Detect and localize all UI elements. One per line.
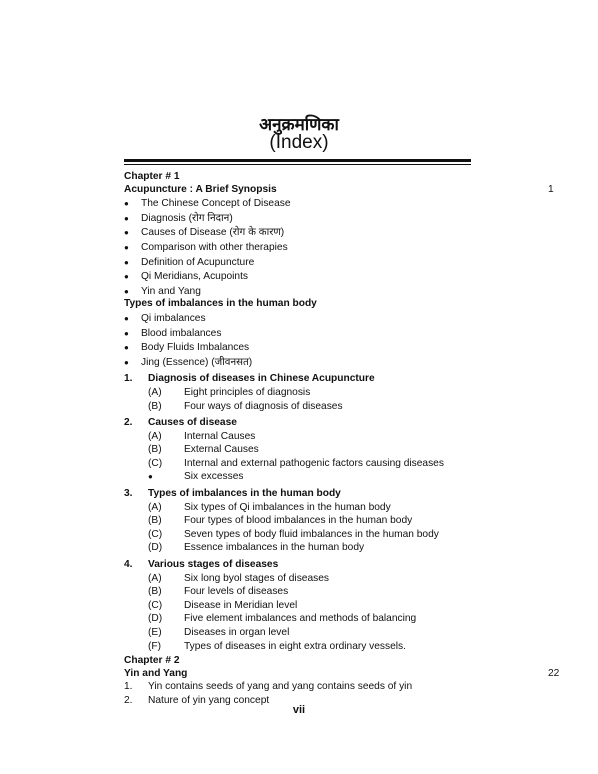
item-letter: (C) xyxy=(148,457,163,469)
list-item xyxy=(124,198,484,211)
section-item xyxy=(124,431,484,444)
page-title-english: (Index) xyxy=(269,132,329,153)
imbalances-list xyxy=(124,313,484,369)
item-text: Eight principles of diagnosis xyxy=(184,386,311,398)
list-item-text: Diagnosis (रोग निदान) xyxy=(141,212,233,224)
bullet-icon: ● xyxy=(124,228,129,238)
item-text: Four levels of diseases xyxy=(184,586,289,598)
section-item xyxy=(124,573,484,586)
item-text: Diseases in organ level xyxy=(184,627,290,638)
item-letter: (D) xyxy=(148,542,163,554)
item-text: Four types of blood imbalances in the human body xyxy=(184,515,413,527)
item-letter: (B) xyxy=(148,586,162,598)
section-item xyxy=(124,444,484,457)
section-heading xyxy=(124,488,484,501)
section-item xyxy=(124,529,484,542)
item-letter: (B) xyxy=(148,515,162,527)
item-letter: (A) xyxy=(148,430,162,442)
item-text: Five element imbalances and methods of balancing xyxy=(184,613,417,625)
list-item-text: Comparison with other therapies xyxy=(141,241,288,253)
section-item xyxy=(124,502,484,515)
item-number: 2. xyxy=(124,694,133,706)
bullet-icon: ● xyxy=(124,343,129,353)
item-letter: (A) xyxy=(148,572,162,584)
bullet-icon: ● xyxy=(124,286,129,296)
section-heading xyxy=(124,373,484,386)
list-item-text: Definition of Acupuncture xyxy=(141,256,255,268)
chapter-2-heading: Yin and Yang xyxy=(124,667,188,679)
item-letter: (A) xyxy=(148,386,162,398)
item-letter: (B) xyxy=(148,444,162,456)
list-item xyxy=(124,271,484,284)
list-item xyxy=(124,227,484,240)
bullet-icon: ● xyxy=(124,257,129,267)
item-text: Essence imbalances in the human body xyxy=(184,542,365,554)
item-text: Types of diseases in eight extra ordinary vessels. xyxy=(184,640,406,652)
item-text: Disease in Meridian level xyxy=(184,599,298,611)
section-item xyxy=(124,515,484,528)
chapter-1-heading-row xyxy=(124,183,554,197)
list-item xyxy=(124,681,484,694)
list-item xyxy=(124,286,484,299)
chapter-1-heading: Acupuncture : A Brief Synopsis xyxy=(124,183,277,195)
page-number: vii xyxy=(292,704,306,716)
item-text: Six long byol stages of diseases xyxy=(184,572,329,584)
chapter-2-heading-row xyxy=(124,667,560,681)
bullet-icon: ● xyxy=(124,242,129,252)
imbalances-heading: Types of imbalances in the human body xyxy=(124,298,317,310)
section-title: Diagnosis of diseases in Chinese Acupuncture xyxy=(148,373,375,385)
item-letter: (C) xyxy=(148,528,163,540)
list-item-text: Yin and Yang xyxy=(141,285,201,297)
divider-thick xyxy=(124,159,471,162)
item-text: Six excesses xyxy=(184,471,244,483)
item-text: Internal and external pathogenic factors causing diseases xyxy=(184,457,444,469)
section-item xyxy=(124,586,484,599)
bullet-icon: ● xyxy=(124,328,129,338)
section-item xyxy=(124,458,484,471)
section-number: 3. xyxy=(124,488,133,500)
list-item xyxy=(124,342,484,355)
section-number: 1. xyxy=(124,373,133,385)
chapter-2-page: 22 xyxy=(548,667,560,679)
item-text: Nature of yin yang concept xyxy=(148,694,270,706)
item-letter: (C) xyxy=(148,599,163,611)
list-item-text: Jing (Essence) (जीवनसत) xyxy=(141,356,253,368)
list-item xyxy=(124,242,484,255)
section-title: Causes of disease xyxy=(148,417,237,429)
item-text: Yin contains seeds of yang and yang contains seeds of yin xyxy=(148,681,413,693)
chapter-2-label: Chapter # 2 xyxy=(124,655,180,667)
divider-thin xyxy=(124,164,471,165)
bullet-icon: ● xyxy=(124,213,129,223)
section-item xyxy=(124,387,484,400)
item-text: Six types of Qi imbalances in the human body xyxy=(184,501,391,513)
list-item xyxy=(124,328,484,341)
bullet-icon: ● xyxy=(124,357,129,367)
list-item xyxy=(124,313,484,326)
item-text: Seven types of body fluid imbalances in the human body xyxy=(184,528,439,540)
section-heading xyxy=(124,417,484,430)
chapter-1-sections xyxy=(124,373,484,653)
section-item xyxy=(124,641,484,654)
item-letter: (B) xyxy=(148,400,162,412)
list-item-text: Body Fluids Imbalances xyxy=(141,342,250,354)
list-item xyxy=(124,213,484,226)
section-title: Various stages of diseases xyxy=(148,559,279,571)
section-heading xyxy=(124,559,484,572)
item-text: Four ways of diagnosis of diseases xyxy=(184,400,343,412)
section-title: Types of imbalances in the human body xyxy=(148,488,341,500)
list-item-text: Qi Meridians, Acupoints xyxy=(141,271,249,283)
item-letter: (A) xyxy=(148,501,162,513)
item-number: 1. xyxy=(124,681,133,693)
section-item xyxy=(124,613,484,626)
list-item-text: The Chinese Concept of Disease xyxy=(141,198,291,210)
section-item xyxy=(124,600,484,613)
page-title-hindi: अनुक्रमणिका xyxy=(259,115,339,135)
section-item xyxy=(124,401,484,414)
bullet-icon: ● xyxy=(124,272,129,282)
list-item-text: Causes of Disease (रोग के कारण) xyxy=(141,227,285,239)
list-item-text: Qi imbalances xyxy=(141,312,206,324)
section-item xyxy=(124,542,484,555)
bullet-icon: ● xyxy=(124,199,129,209)
item-letter: (F) xyxy=(148,640,162,652)
section-item xyxy=(124,471,484,484)
index-content xyxy=(124,171,560,708)
item-text: External Causes xyxy=(184,444,259,456)
section-item xyxy=(124,627,484,640)
item-text: Internal Causes xyxy=(184,430,256,442)
list-item xyxy=(124,257,484,270)
section-number: 4. xyxy=(124,559,133,571)
item-letter: (D) xyxy=(148,613,163,625)
chapter-1-label: Chapter # 1 xyxy=(124,171,180,182)
bullet-icon: ● xyxy=(148,472,153,482)
section-number: 2. xyxy=(124,417,133,429)
bullet-icon: ● xyxy=(124,313,129,323)
list-item-text: Blood imbalances xyxy=(141,327,222,339)
list-item xyxy=(124,357,484,370)
item-letter: (E) xyxy=(148,627,162,638)
chapter-1-bullet-list xyxy=(124,198,484,298)
chapter-1-page: 1 xyxy=(548,183,554,195)
